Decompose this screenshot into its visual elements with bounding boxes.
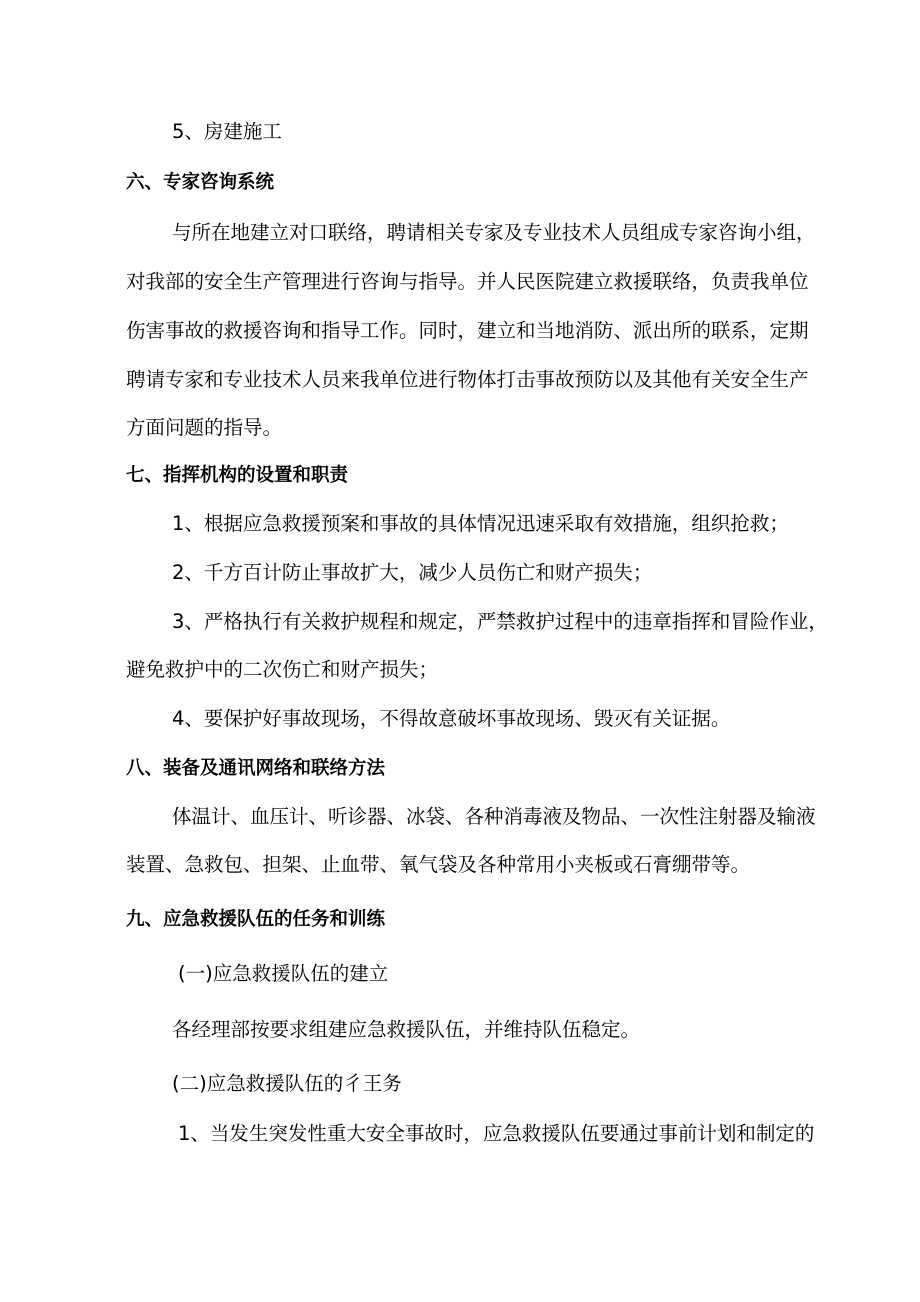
subsection-heading: (二)应急救援队伍的彳王务 xyxy=(172,1072,402,1095)
list-item: 3、严格执行有关救护规程和规定，严禁救护过程中的违章指挥和冒险作业， xyxy=(172,610,828,633)
list-item: 5、房建施工 xyxy=(172,120,282,143)
paragraph-line: 各经理部按要求组建应急救援队伍，并维持队伍稳定。 xyxy=(172,1018,641,1041)
section-heading: 六、专家咨询系统 xyxy=(126,172,275,193)
list-item: 1、当发生突发性重大安全事故时，应急救援队伍要通过事前计划和制定的 xyxy=(178,1122,815,1145)
paragraph-line: 聘请专家和专业技术人员来我单位进行物体打击事故预防以及其他有关安全生产 xyxy=(126,368,809,391)
section-heading: 九、应急救援队伍的任务和训练 xyxy=(126,909,386,930)
paragraph-line: 对我部的安全生产管理进行咨询与指导。并人民医院建立救援联络，负责我单位 xyxy=(126,270,809,293)
list-item: 4、要保护好事故现场，不得故意破坏事故现场、毁灭有关证据。 xyxy=(172,707,731,730)
paragraph-line: 避免救护中的二次伤亡和财产损失； xyxy=(126,658,439,681)
list-item: 1、根据应急救援预案和事故的具体情况迅速采取有效措施，组织抢救； xyxy=(172,512,789,535)
section-heading: 八、装备及通讯网络和联络方法 xyxy=(126,758,386,779)
paragraph-line: 体温计、血压计、听诊器、冰袋、各种消毒液及物品、一次性注射器及输液 xyxy=(172,805,816,828)
paragraph-line: 装置、急救包、担架、止血带、氧气袋及各种常用小夹板或石膏绷带等。 xyxy=(126,853,751,876)
subsection-heading: (一)应急救援队伍的建立 xyxy=(178,962,389,985)
list-item: 2、千方百计防止事故扩大，减少人员伤亡和财产损失； xyxy=(172,561,653,584)
paragraph-line: 伤害事故的救援咨询和指导工作。同时，建立和当地消防、派出所的联系，定期 xyxy=(126,319,809,342)
section-heading: 七、指挥机构的设置和职责 xyxy=(126,465,349,486)
paragraph-line: 方面问题的指导。 xyxy=(126,416,283,439)
paragraph-line: 与所在地建立对口联络，聘请相关专家及专业技术人员组成专家咨询小组， xyxy=(172,221,816,244)
